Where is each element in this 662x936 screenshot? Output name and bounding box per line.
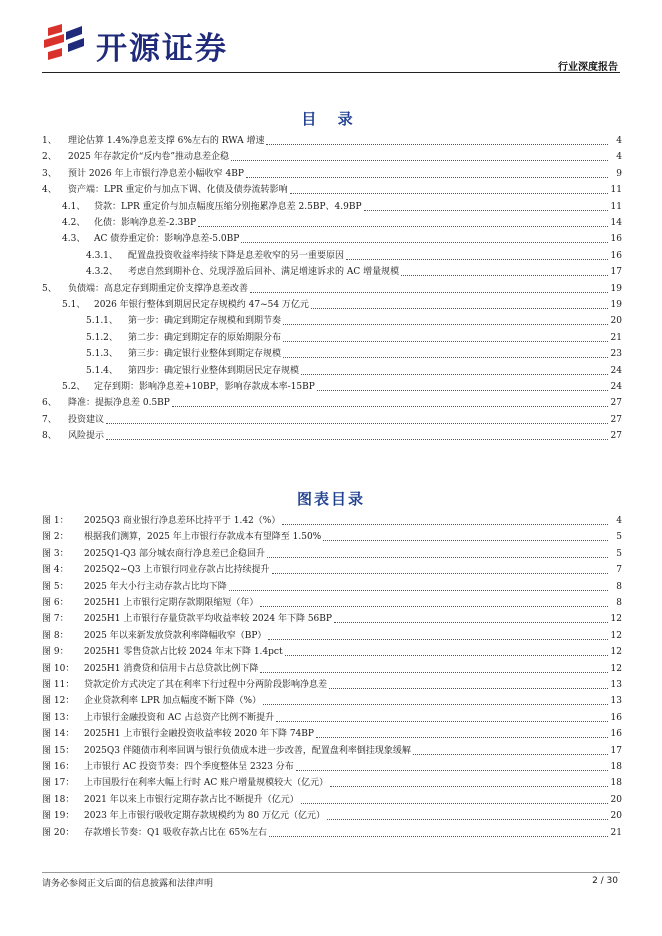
- toc-entry-row[interactable]: [42, 428, 622, 444]
- toc-entry-leader-dots: [172, 406, 608, 407]
- figure-entry-text: 2025Q3 商业银行净息差环比持平于 1.42（%）: [84, 516, 281, 526]
- figure-entry-page-number: 5: [616, 548, 622, 559]
- toc-entry-leader-dots: [250, 292, 608, 293]
- figure-entry-page-number: 21: [610, 827, 622, 838]
- logo-mark-icon: [42, 20, 86, 64]
- figure-entry-page-number: 5: [616, 532, 622, 543]
- toc-entry-text: 负债端：高息定存到期重定价支撑净息差改善: [68, 283, 249, 294]
- figure-entry-leader-dots: [296, 770, 608, 771]
- toc-entry-page-number: 16: [610, 234, 622, 245]
- toc-entry-leader-dots: [283, 357, 608, 358]
- toc-entry-number: 4.3、: [62, 234, 86, 245]
- figure-entry-number: 图 5：: [42, 581, 69, 592]
- toc-entry-number: 5.1.2、: [86, 332, 118, 343]
- figure-entry-page-number: 20: [610, 794, 622, 805]
- toc-entry-leader-dots: [283, 341, 608, 342]
- figure-entry-number: 图 2：: [42, 532, 69, 543]
- toc-entry-number: 5.1.1、: [86, 316, 118, 327]
- figure-entry-text: 2021 年以来上市银行定期存款占比不断提升（亿元）: [84, 794, 299, 805]
- figure-entry-text: 上市银行 AC 投资节奏：四个季度整体呈 2323 分布: [84, 762, 294, 772]
- toc-entry-text: 第四步：确定银行业整体到期居民定存规模: [128, 365, 300, 376]
- toc-entry-page-number: 14: [610, 218, 622, 228]
- figure-entry-leader-dots: [269, 836, 608, 837]
- figure-entry-row[interactable]: [42, 644, 622, 660]
- toc-entry-number: 5、: [42, 283, 57, 294]
- toc-entry-row[interactable]: [42, 182, 622, 198]
- toc-entry-leader-dots: [266, 144, 608, 145]
- toc-entry-number: 4.1、: [62, 201, 86, 212]
- figure-entry-leader-dots: [267, 557, 608, 558]
- toc-entry-text: AC 债券重定价：影响净息差-5.0BP: [94, 234, 240, 245]
- toc-entry-page-number: 9: [616, 168, 622, 179]
- company-name: 开源证券: [96, 31, 228, 67]
- figure-entry-text: 2025Q1-Q3 部分城农商行净息差已企稳回升: [84, 548, 266, 559]
- figure-entry-leader-dots: [413, 754, 608, 755]
- toc-entry-page-number: 19: [610, 283, 622, 294]
- figure-entry-row[interactable]: [42, 775, 622, 791]
- figure-entry-leader-dots: [263, 704, 608, 705]
- toc-entry-row[interactable]: [42, 231, 622, 247]
- figure-entry-text: 2025H1 上市银行存量贷款平均收益率较 2024 年下降 56BP: [84, 614, 332, 625]
- figure-entry-text: 2025H1 上市银行金融投资收益率较 2020 年下降 74BP: [84, 729, 314, 740]
- figure-entry-leader-dots: [229, 590, 608, 591]
- toc-entry-text: 投资建议: [68, 414, 105, 425]
- toc-entry-text: 2025 年存款定价“反内卷”推动息差企稳: [68, 152, 229, 163]
- toc-entry-page-number: 27: [610, 398, 622, 409]
- toc-entry-page-number: 21: [610, 332, 622, 343]
- toc-entry-text: 预计 2026 年上市银行净息差小幅收窄 4BP: [68, 168, 244, 179]
- toc-entry-number: 6、: [42, 398, 57, 409]
- figure-entry-number: 图 12：: [42, 696, 75, 707]
- toc-entry-text: 配置盘投资收益率持续下降是息差收窄的另一重要原因: [128, 250, 345, 261]
- figure-entry-number: 图 7：: [42, 614, 69, 625]
- figure-entry-row[interactable]: [42, 677, 622, 693]
- figure-entry-leader-dots: [272, 573, 608, 574]
- figure-entry-page-number: 16: [610, 729, 622, 740]
- toc-entry-leader-dots: [301, 374, 608, 375]
- figure-entry-text: 根据我们测算，2025 年上市银行存款成本有望降至 1.50%: [84, 532, 322, 543]
- toc-entry-leader-dots: [231, 160, 608, 161]
- figure-entry-leader-dots: [323, 540, 608, 541]
- figure-entry-row[interactable]: [42, 513, 622, 529]
- toc-entry-leader-dots: [106, 439, 608, 440]
- figure-entry-page-number: 4: [616, 516, 622, 526]
- figure-entry-row[interactable]: [42, 710, 622, 726]
- toc-entry-row[interactable]: [42, 379, 622, 395]
- toc-entry-leader-dots: [317, 390, 608, 391]
- figure-entry-number: 图 15：: [42, 745, 75, 756]
- company-logo: [42, 20, 252, 67]
- figure-entry-number: 图 9：: [42, 647, 69, 658]
- figure-entry-number: 图 1：: [42, 516, 69, 526]
- figure-entry-page-number: 13: [610, 696, 622, 707]
- toc-entry-text: 贷款：LPR 重定价与加点幅度压缩分别拖累净息差 2.5BP、4.9BP: [94, 201, 362, 212]
- toc-entry-page-number: 19: [610, 300, 622, 310]
- toc-entry-number: 5.2、: [62, 382, 86, 392]
- toc-title: 目 录: [301, 110, 361, 128]
- figure-entry-row[interactable]: [42, 759, 622, 775]
- toc-entry-text: 第三步：确定银行业整体到期定存规模: [128, 349, 282, 360]
- toc-entry-text: 考虑自然到期补仓、兑现浮盈后回补、满足增速诉求的 AC 增量规模: [128, 267, 400, 278]
- figure-entry-text: 上市银行金融投资和 AC 占总资产比例不断提升: [84, 712, 275, 723]
- figure-entry-row[interactable]: [42, 529, 622, 545]
- figure-entry-page-number: 17: [610, 745, 622, 756]
- toc-entry-leader-dots: [290, 193, 608, 194]
- figure-entry-leader-dots: [268, 639, 608, 640]
- figure-entry-page-number: 12: [610, 614, 622, 625]
- toc-entry-number: 5.1、: [62, 300, 86, 310]
- toc-entry-row[interactable]: [42, 330, 622, 346]
- figure-entry-page-number: 18: [610, 762, 622, 772]
- figure-entry-leader-dots: [327, 819, 608, 820]
- toc-entry-number: 4.3.1、: [86, 250, 118, 261]
- figure-entry-row[interactable]: [42, 661, 622, 677]
- figure-entry-number: 图 17：: [42, 778, 75, 789]
- toc-entry-text: 第一步：确定到期定存规模和到期节奏: [128, 316, 282, 327]
- toc-entry-page-number: 27: [610, 414, 622, 425]
- toc-entry-row[interactable]: [42, 363, 622, 379]
- figure-entry-number: 图 3：: [42, 548, 69, 559]
- figure-entry-text: 2023 年上市银行吸收定期存款规模约为 80 万亿元（亿元）: [84, 811, 325, 822]
- figure-entry-row[interactable]: [42, 562, 622, 578]
- figure-entry-text: 存款增长节奏：Q1 吸收存款占比在 65%左右: [84, 827, 267, 838]
- figure-entry-page-number: 12: [610, 663, 622, 674]
- figure-entry-leader-dots: [260, 672, 608, 673]
- figure-entry-leader-dots: [282, 524, 608, 525]
- figure-entry-page-number: 18: [610, 778, 622, 789]
- toc-entry-page-number: 11: [610, 201, 622, 212]
- toc-entry-row[interactable]: [42, 412, 622, 428]
- toc-entry-leader-dots: [283, 324, 608, 325]
- toc-entry-number: 4.3.2、: [86, 267, 118, 278]
- toc-entry-leader-dots: [246, 177, 608, 178]
- toc-entry-text: 2026 年银行整体到期居民定存规模约 47~54 万亿元: [94, 300, 309, 310]
- figure-entry-number: 图 4：: [42, 565, 69, 576]
- figure-entry-text: 企业贷款利率 LPR 加点幅度不断下降（%）: [84, 696, 262, 707]
- toc-entry-number: 5.1.3、: [86, 349, 118, 360]
- figure-entry-number: 图 8：: [42, 630, 69, 641]
- toc-entry-row[interactable]: [42, 149, 622, 165]
- toc-entry-row[interactable]: [42, 346, 622, 362]
- toc-entry-page-number: 16: [610, 250, 622, 261]
- figure-entry-number: 图 11：: [42, 680, 75, 690]
- figure-entry-row[interactable]: [42, 792, 622, 808]
- figure-entry-text: 2025H1 消费贷和信用卡占总贷款比例下降: [84, 663, 259, 674]
- toc-entry-number: 4.2、: [62, 218, 86, 228]
- toc-entry-leader-dots: [311, 308, 608, 309]
- figure-entry-leader-dots: [330, 786, 608, 787]
- figure-entry-page-number: 8: [616, 598, 622, 608]
- toc-entry-page-number: 11: [610, 185, 622, 196]
- figure-entry-page-number: 7: [616, 565, 622, 576]
- figure-entry-text: 2025Q2~Q3 上市银行同业存款占比持续提升: [84, 565, 270, 576]
- figure-entry-number: 图 16：: [42, 762, 75, 772]
- figure-entry-page-number: 20: [610, 811, 622, 822]
- figure-entry-text: 2025 年以来新发放贷款利率降幅收窄（BP）: [84, 630, 267, 641]
- figure-entry-number: 图 10：: [42, 663, 75, 674]
- header-divider: [42, 72, 620, 73]
- toc-entry-page-number: 27: [610, 431, 622, 442]
- figure-entry-leader-dots: [285, 655, 608, 656]
- footer-divider: [42, 872, 620, 873]
- toc-entry-number: 2、: [42, 152, 57, 163]
- toc-entry-text: 第二步：确定到期定存的原始期限分布: [128, 332, 282, 343]
- toc-entry-row[interactable]: [42, 199, 622, 215]
- figure-entry-leader-dots: [329, 688, 608, 689]
- toc-entry-text: 理论估算 1.4%净息差支撑 6%左右的 RWA 增速: [68, 136, 265, 146]
- figure-entry-text: 2025Q3 伴随债市利率回调与银行负债成本进一步改善，配置盘利率倒挂现象缓解: [84, 745, 411, 756]
- toc-entry-leader-dots: [198, 226, 608, 227]
- toc-entry-text: 定存到期：影响净息差+10BP，影响存款成本率-15BP: [94, 382, 315, 392]
- toc-entry-page-number: 24: [610, 365, 622, 376]
- toc-entry-row[interactable]: [42, 215, 622, 231]
- toc-entry-text: 化债：影响净息差-2.3BP: [94, 218, 197, 228]
- figure-entry-row[interactable]: [42, 693, 622, 709]
- toc-entry-text: 资产端：LPR 重定价与加点下调、化债及债券流转影响: [68, 185, 288, 196]
- figure-entry-row[interactable]: [42, 595, 622, 611]
- toc-entry-row[interactable]: [42, 297, 622, 313]
- toc-entry-leader-dots: [346, 259, 608, 260]
- toc-entry-number: 5.1.4、: [86, 365, 118, 376]
- figure-entry-number: 图 19：: [42, 811, 75, 822]
- toc-entry-row[interactable]: [42, 166, 622, 182]
- figure-entry-leader-dots: [334, 622, 608, 623]
- toc-entry-row[interactable]: [42, 281, 622, 297]
- toc-entry-leader-dots: [241, 242, 608, 243]
- footer-disclaimer: 请务必参阅正文后面的信息披露和法律声明: [42, 879, 214, 889]
- figure-entry-page-number: 12: [610, 647, 622, 658]
- toc-entry-number: 4、: [42, 185, 57, 196]
- toc-entry-row[interactable]: [42, 264, 622, 280]
- figure-entry-row[interactable]: [42, 743, 622, 759]
- figure-entry-page-number: 8: [616, 581, 622, 592]
- figure-entry-row[interactable]: [42, 579, 622, 595]
- toc-entry-row[interactable]: [42, 313, 622, 329]
- toc-entry-leader-dots: [364, 210, 609, 211]
- figure-entry-number: 图 18：: [42, 794, 75, 805]
- figure-entry-row[interactable]: [42, 726, 622, 742]
- figure-entry-leader-dots: [301, 803, 608, 804]
- figure-entry-row[interactable]: [42, 546, 622, 562]
- toc-entry-page-number: 23: [610, 349, 622, 360]
- toc-entry-row[interactable]: [42, 133, 622, 149]
- figure-entry-number: 图 20：: [42, 827, 75, 838]
- figure-entry-text: 2025H1 上市银行定期存款期限缩短（年）: [84, 598, 259, 608]
- toc-entry-leader-dots: [401, 275, 608, 276]
- figure-entry-row[interactable]: [42, 808, 622, 824]
- toc-entry-number: 7、: [42, 414, 57, 425]
- figure-entry-page-number: 16: [610, 712, 622, 723]
- figure-entry-page-number: 13: [610, 680, 622, 690]
- figure-entry-row[interactable]: [42, 611, 622, 627]
- figure-entry-row[interactable]: [42, 628, 622, 644]
- toc-entry-number: 3、: [42, 168, 57, 179]
- toc-entry-number: 1、: [42, 136, 57, 146]
- figure-entry-leader-dots: [260, 606, 608, 607]
- toc-entry-page-number: 4: [616, 136, 622, 146]
- figure-entry-number: 图 14：: [42, 729, 75, 740]
- figure-entry-number: 图 13：: [42, 712, 75, 723]
- figure-entry-leader-dots: [276, 721, 608, 722]
- toc-entry-page-number: 24: [610, 382, 622, 392]
- toc-entry-page-number: 4: [616, 152, 622, 163]
- figure-entry-page-number: 12: [610, 630, 622, 641]
- toc-entry-page-number: 17: [610, 267, 622, 278]
- toc-entry-text: 风险提示: [68, 431, 105, 442]
- toc-entry-row[interactable]: [42, 395, 622, 411]
- report-type-label: 行业深度报告: [558, 62, 618, 73]
- toc-entry-page-number: 20: [610, 316, 622, 327]
- figure-entry-number: 图 6：: [42, 598, 69, 608]
- toc-entry-row[interactable]: [42, 248, 622, 264]
- figure-entry-text: 上市国股行在利率大幅上行时 AC 账户增量规模较大（亿元）: [84, 778, 329, 789]
- figures-toc-title: 图表目录: [296, 490, 365, 508]
- figure-entry-text: 2025H1 零售贷款占比较 2024 年末下降 1.4pct: [84, 647, 283, 658]
- figure-entry-text: 贷款定价方式决定了其在利率下行过程中分两阶段影响净息差: [84, 680, 328, 690]
- page-indicator: 2 / 30: [592, 876, 618, 886]
- toc-entry-number: 8、: [42, 431, 57, 442]
- figure-entry-leader-dots: [316, 737, 608, 738]
- toc-entry-text: 降准：提振净息差 0.5BP: [68, 398, 170, 409]
- toc-entry-leader-dots: [106, 423, 608, 424]
- figure-entry-text: 2025 年大小行主动存款占比均下降: [84, 581, 227, 592]
- figure-entry-row[interactable]: [42, 825, 622, 841]
